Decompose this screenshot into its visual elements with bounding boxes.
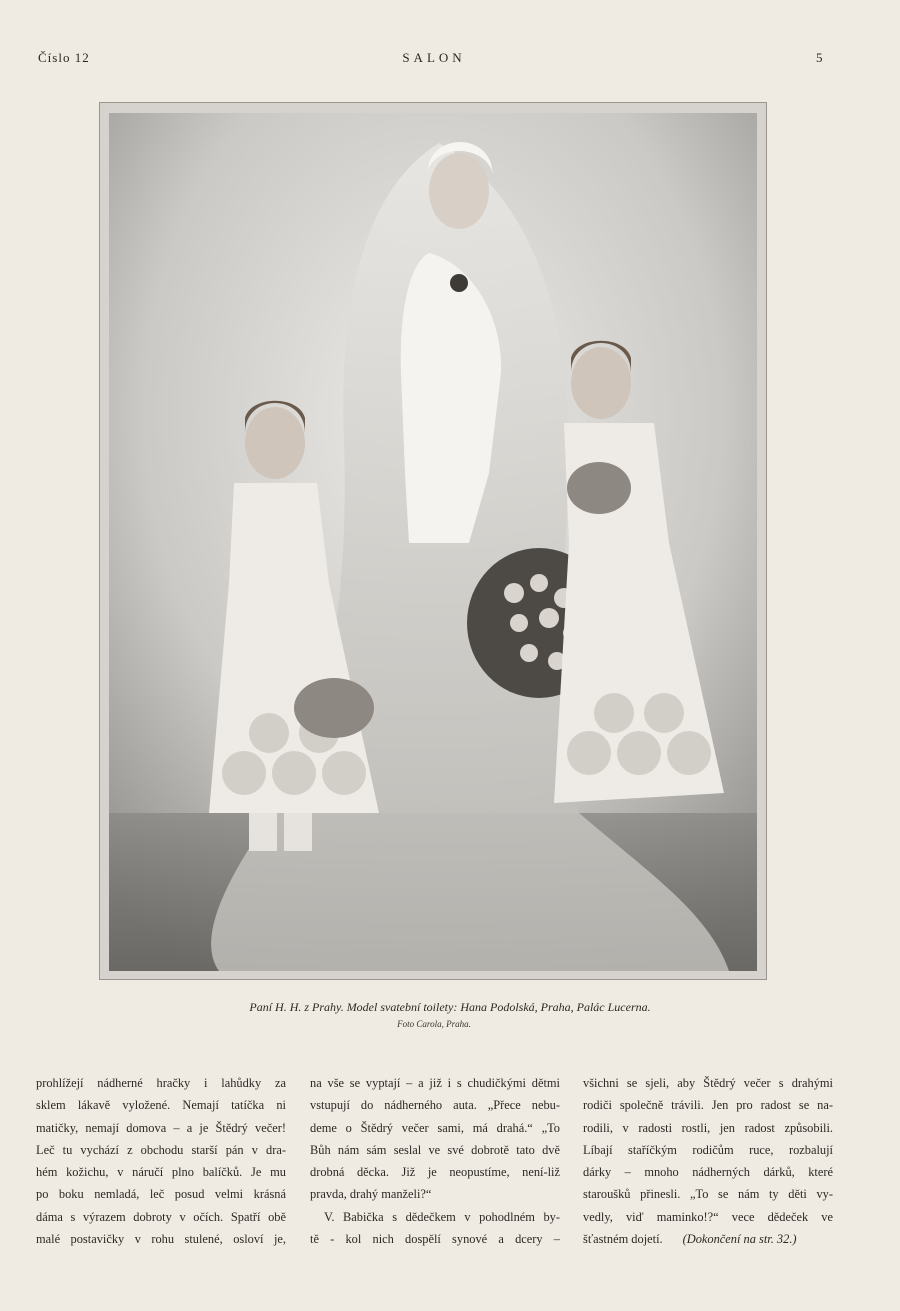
text-line: vstupují do nádherného auta. „Přece nebu- xyxy=(310,1098,560,1113)
text-line: vedly, viď maminko!?“ vece dědeček ve xyxy=(583,1209,833,1224)
text-line: Bůh nám sám seslal ve své dobrotě tato dvě xyxy=(310,1142,560,1157)
text-line: po boku nemladá, leč posud velmi krásná xyxy=(36,1187,286,1202)
text-line: staroušků přinesli. „To se nám ty děti vy- xyxy=(583,1187,833,1202)
photo-credit: Foto Carola, Praha. xyxy=(397,1019,471,1029)
text-line: hém kožichu, v náručí plno balíčků. Je mu xyxy=(36,1165,286,1180)
text-line: V. Babička s dědečkem v pohodlném by- xyxy=(324,1209,560,1224)
photo-caption: Paní H. H. z Prahy. Model svatební toilety: Hana Podolská, Praha, Palác Lucerna. xyxy=(249,1000,651,1014)
photo-frame xyxy=(99,102,767,980)
text-line: drobná děcka. Již je neopustíme, není-liž xyxy=(310,1165,560,1180)
text-line: malé postavičky v rohu stulené, osloví je, xyxy=(36,1232,286,1247)
continuation-note: (Dokončení na str. 32.) xyxy=(682,1232,797,1247)
text-line: všichni se sjeli, aby Štědrý večer s drahými xyxy=(583,1076,833,1090)
text-line: deme o Štědrý večer sami, má drahá.“ „To xyxy=(310,1120,560,1135)
page-number: 5 xyxy=(816,50,824,65)
text-column-2 xyxy=(310,1072,560,1250)
text-line: na vše se vyptají – a již i s chudičkými dětmi xyxy=(310,1076,560,1090)
text-line: Líbají staříčkým rodičům ruce, rozbalují xyxy=(583,1142,833,1157)
page-header xyxy=(0,50,900,70)
issue-number: Číslo 12 xyxy=(38,50,90,65)
magazine-title: SALON xyxy=(402,50,466,65)
text-line: dáma s výrazem dobroty v očích. Spatří obě xyxy=(36,1209,286,1224)
text-line: pravda, drahý manželi?“ xyxy=(310,1187,432,1202)
text-line: prohlížejí nádherné hračky i lahůdky za xyxy=(36,1076,286,1090)
text-column-3 xyxy=(583,1072,833,1250)
wedding-portrait-photo xyxy=(109,113,757,971)
text-line-end: šťastném dojetí. xyxy=(583,1232,663,1247)
text-line: rodili, v radosti rostli, jen radost způsobili. xyxy=(583,1120,833,1135)
text-line xyxy=(583,1228,833,1250)
text-line: sklem lákavě vyložené. Nemají tatíčka ni xyxy=(36,1098,286,1113)
text-line: matičky, nemají domova – a je Štědrý večer! xyxy=(36,1120,286,1135)
text-line: dárky – mnoho nádherných dárků, které xyxy=(583,1165,833,1180)
text-line: Leč tu vychází z obchodu starší pán v dra- xyxy=(36,1142,286,1157)
photo-illustration xyxy=(109,113,757,971)
text-column-1 xyxy=(36,1072,286,1250)
text-line: tě - kol nich dospělí synové a dcery – xyxy=(310,1232,560,1247)
text-line: rodiči společně trávili. Jen pro radost se na- xyxy=(583,1098,833,1113)
